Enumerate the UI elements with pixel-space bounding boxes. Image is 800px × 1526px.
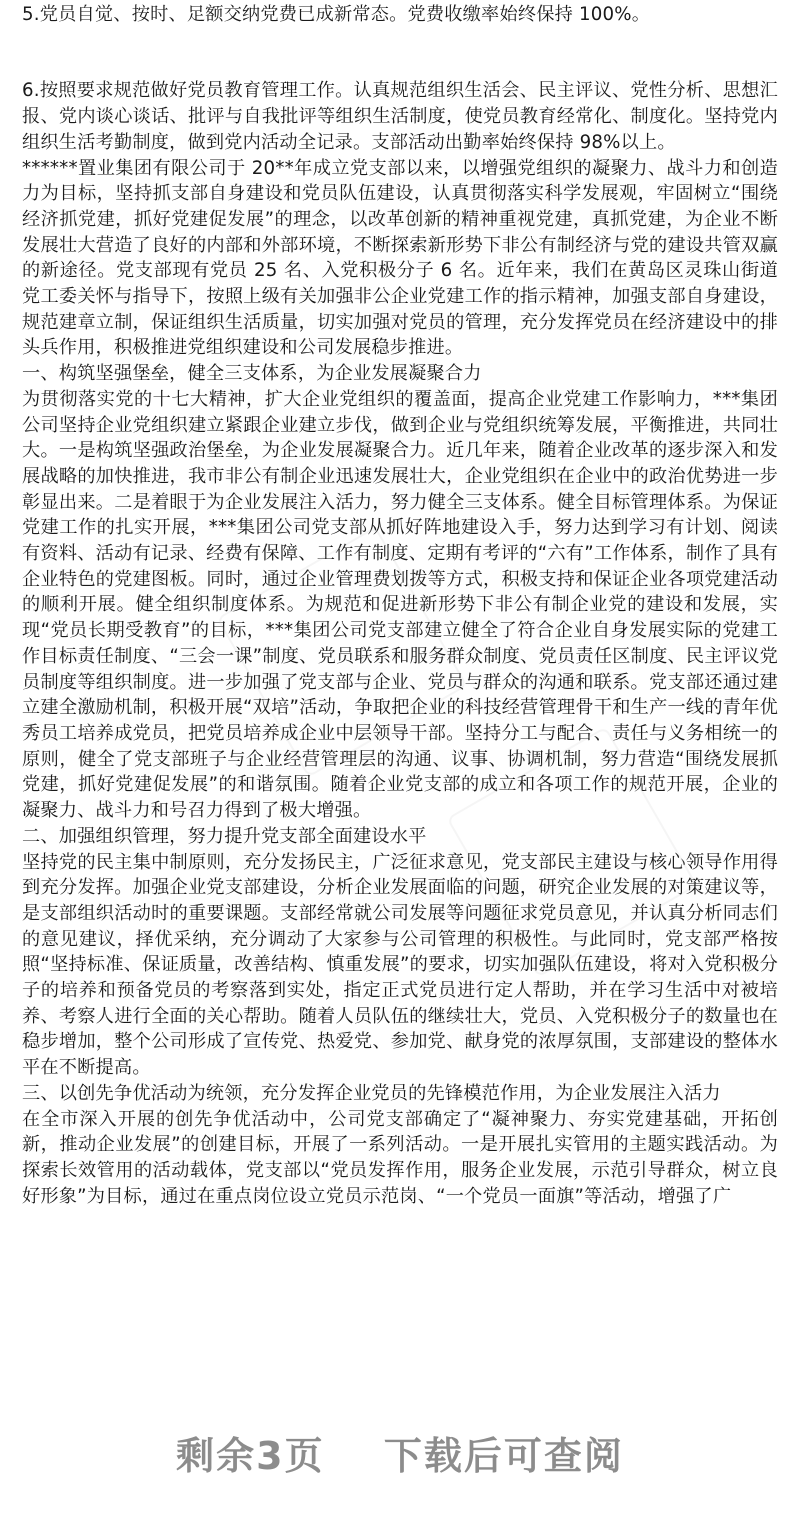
spacer xyxy=(22,27,778,78)
section-heading-3: 三、以创先争优活动为统领，充分发挥企业党员的先锋模范作用，为企业发展注入活力 xyxy=(22,1082,721,1104)
paragraph-5: 5.党员自觉、按时、足额交纳党费已成新常态。党费收缴率始终保持 100%。 xyxy=(22,3,651,25)
intro-paragraph: ******置业集团有限公司于 20**年成立党支部以来，以增强党组织的凝聚力、战斗力和创造力为目标，坚持抓支部自身建设和党员队伍建设，认真贯彻落实科学发展观，牢固树立“围绕经济抓党建，抓好党建促发展”的理念，以改革创新的精神重视党建，真抓党建，为企业不断发展壮大营造了良好的内部和外部环境，不断探索新形势下非公有制经济与党的建设共管双赢的新途径。党支部现有党员 25 名、入党积极分子 6 名。近年来，我们在黄岛区灵珠山街道党工委关怀与指导下，按照上级有关加强非公企业党建工作的指示精神，加强支部自身建设，规范建章立制，保证组织生活质量，切实加强对党员的管理，充分发挥党员在经济建设中的排头兵作用，积极推进党组织建设和公司发展稳步推进。 xyxy=(22,157,778,359)
section-body-2: 坚持党的民主集中制原则，充分发扬民主，广泛征求意见，党支部民主建设与核心领导作用得到充分发挥。加强企业党支部建设，分析企业发展面临的问题，研究企业发展的对策建议等，是支部组织活动时的重要课题。支部经常就公司发展等问题征求党员意见，并认真分析同志们的意见建议，择优采纳，充分调动了大家参与公司管理的积极性。与此同时，党支部严格按照“坚持标准、保证质量，改善结构、慎重发展”的要求，切实加强队伍建设，将对入党积极分子的培养和预备党员的考察落到实处，指定正式党员进行定人帮助，并在学习生活中对被培养、考察人进行全面的关心帮助。随着人员队伍的继续壮大，党员、入党积极分子的数量也在稳步增加，整个公司形成了宣传党、热爱党、参加党、献身党的浓厚氛围，支部建设的整体水平在不断提高。 xyxy=(22,851,778,1079)
section-body-1: 为贯彻落实党的十七大精神，扩大企业党组织的覆盖面，提高企业党建工作影响力，***集团公司坚持企业党组织建立紧跟企业建立步伐，做到企业与党组织统筹发展，平衡推进，共同壮大。一是构筑坚强政治堡垒，为企业发展凝聚合力。近几年来，随着企业改革的逐步深入和发展战略的加快推进，我市非公有制企业迅速发展壮大，企业党组织在企业中的政治优势进一步彰显出来。二是着眼于为企业发展注入活力，努力健全三支体系。健全目标管理体系。为保证党建工作的扎实开展，***集团公司党支部从抓好阵地建设入手，努力达到学习有计划、阅读有资料、活动有记录、经费有保障、工作有制度、定期有考评的“六有”工作体系，制作了具有企业特色的党建图板。同时，通过企业管理费划拨等方式，积极支持和保证企业各项党建活动的顺利开展。健全组织制度体系。为规范和促进新形势下非公有制企业党的建设和发展，实现“党员长期受教育”的目标，***集团公司党支部建立健全了符合企业自身发展实际的党建工作目标责任制度、“三会一课”制度、党员联系和服务群众制度、党员责任区制度、民主评议党员制度等组织制度。进一步加强了党支部与企业、党员与群众的沟通和联系。党支部还通过建立建全激励机制，积极开展“双培”活动，争取把企业的科技经营管理骨干和生产一线的青年优秀员工培养成党员，把党员培养成企业中层领导干部。坚持分工与配合、责任与义务相统一的原则，健全了党支部班子与企业经营管理层的沟通、议事、协调机制，努力营造“围绕发展抓党建，抓好党建促发展”的和谐氛围。随着企业党支部的成立和各项工作的规范开展，企业的凝聚力、战斗力和号召力得到了极大增强。 xyxy=(22,388,778,822)
section-body-3: 在全市深入开展的创先争优活动中，公司党支部确定了“凝神聚力、夯实党建基础，开拓创新，推动企业发展”的创建目标，开展了一系列活动。一是开展扎实管用的主题实践活动。为探索长效管用的活动载体，党支部以“党员发挥作用，服务企业发展，示范引导群众，树立良好形象”为目标，通过在重点岗位设立党员示范岗、“一个党员一面旗”等活动，增强了广 xyxy=(22,1108,778,1207)
download-prompt[interactable] xyxy=(0,1425,800,1480)
remaining-pages-label: 剩余3页 xyxy=(176,1434,325,1478)
download-to-view-label: 下载后可查阅 xyxy=(383,1434,624,1478)
section-heading-2: 二、加强组织管理，努力提升党支部全面建设水平 xyxy=(22,825,427,847)
section-heading-1: 一、构筑坚强堡垒，健全三支体系，为企业发展凝聚合力 xyxy=(22,363,482,385)
paragraph-6: 6.按照要求规范做好党员教育管理工作。认真规范组织生活会、民主评议、党性分析、思想汇报、党内谈心谈话、批评与自我批评等组织生活制度，使党员教育经常化、制度化。坚持党内组织生活考勤制度，做到党内活动全记录。支部活动出勤率始终保持 98%以上。 xyxy=(22,80,778,153)
